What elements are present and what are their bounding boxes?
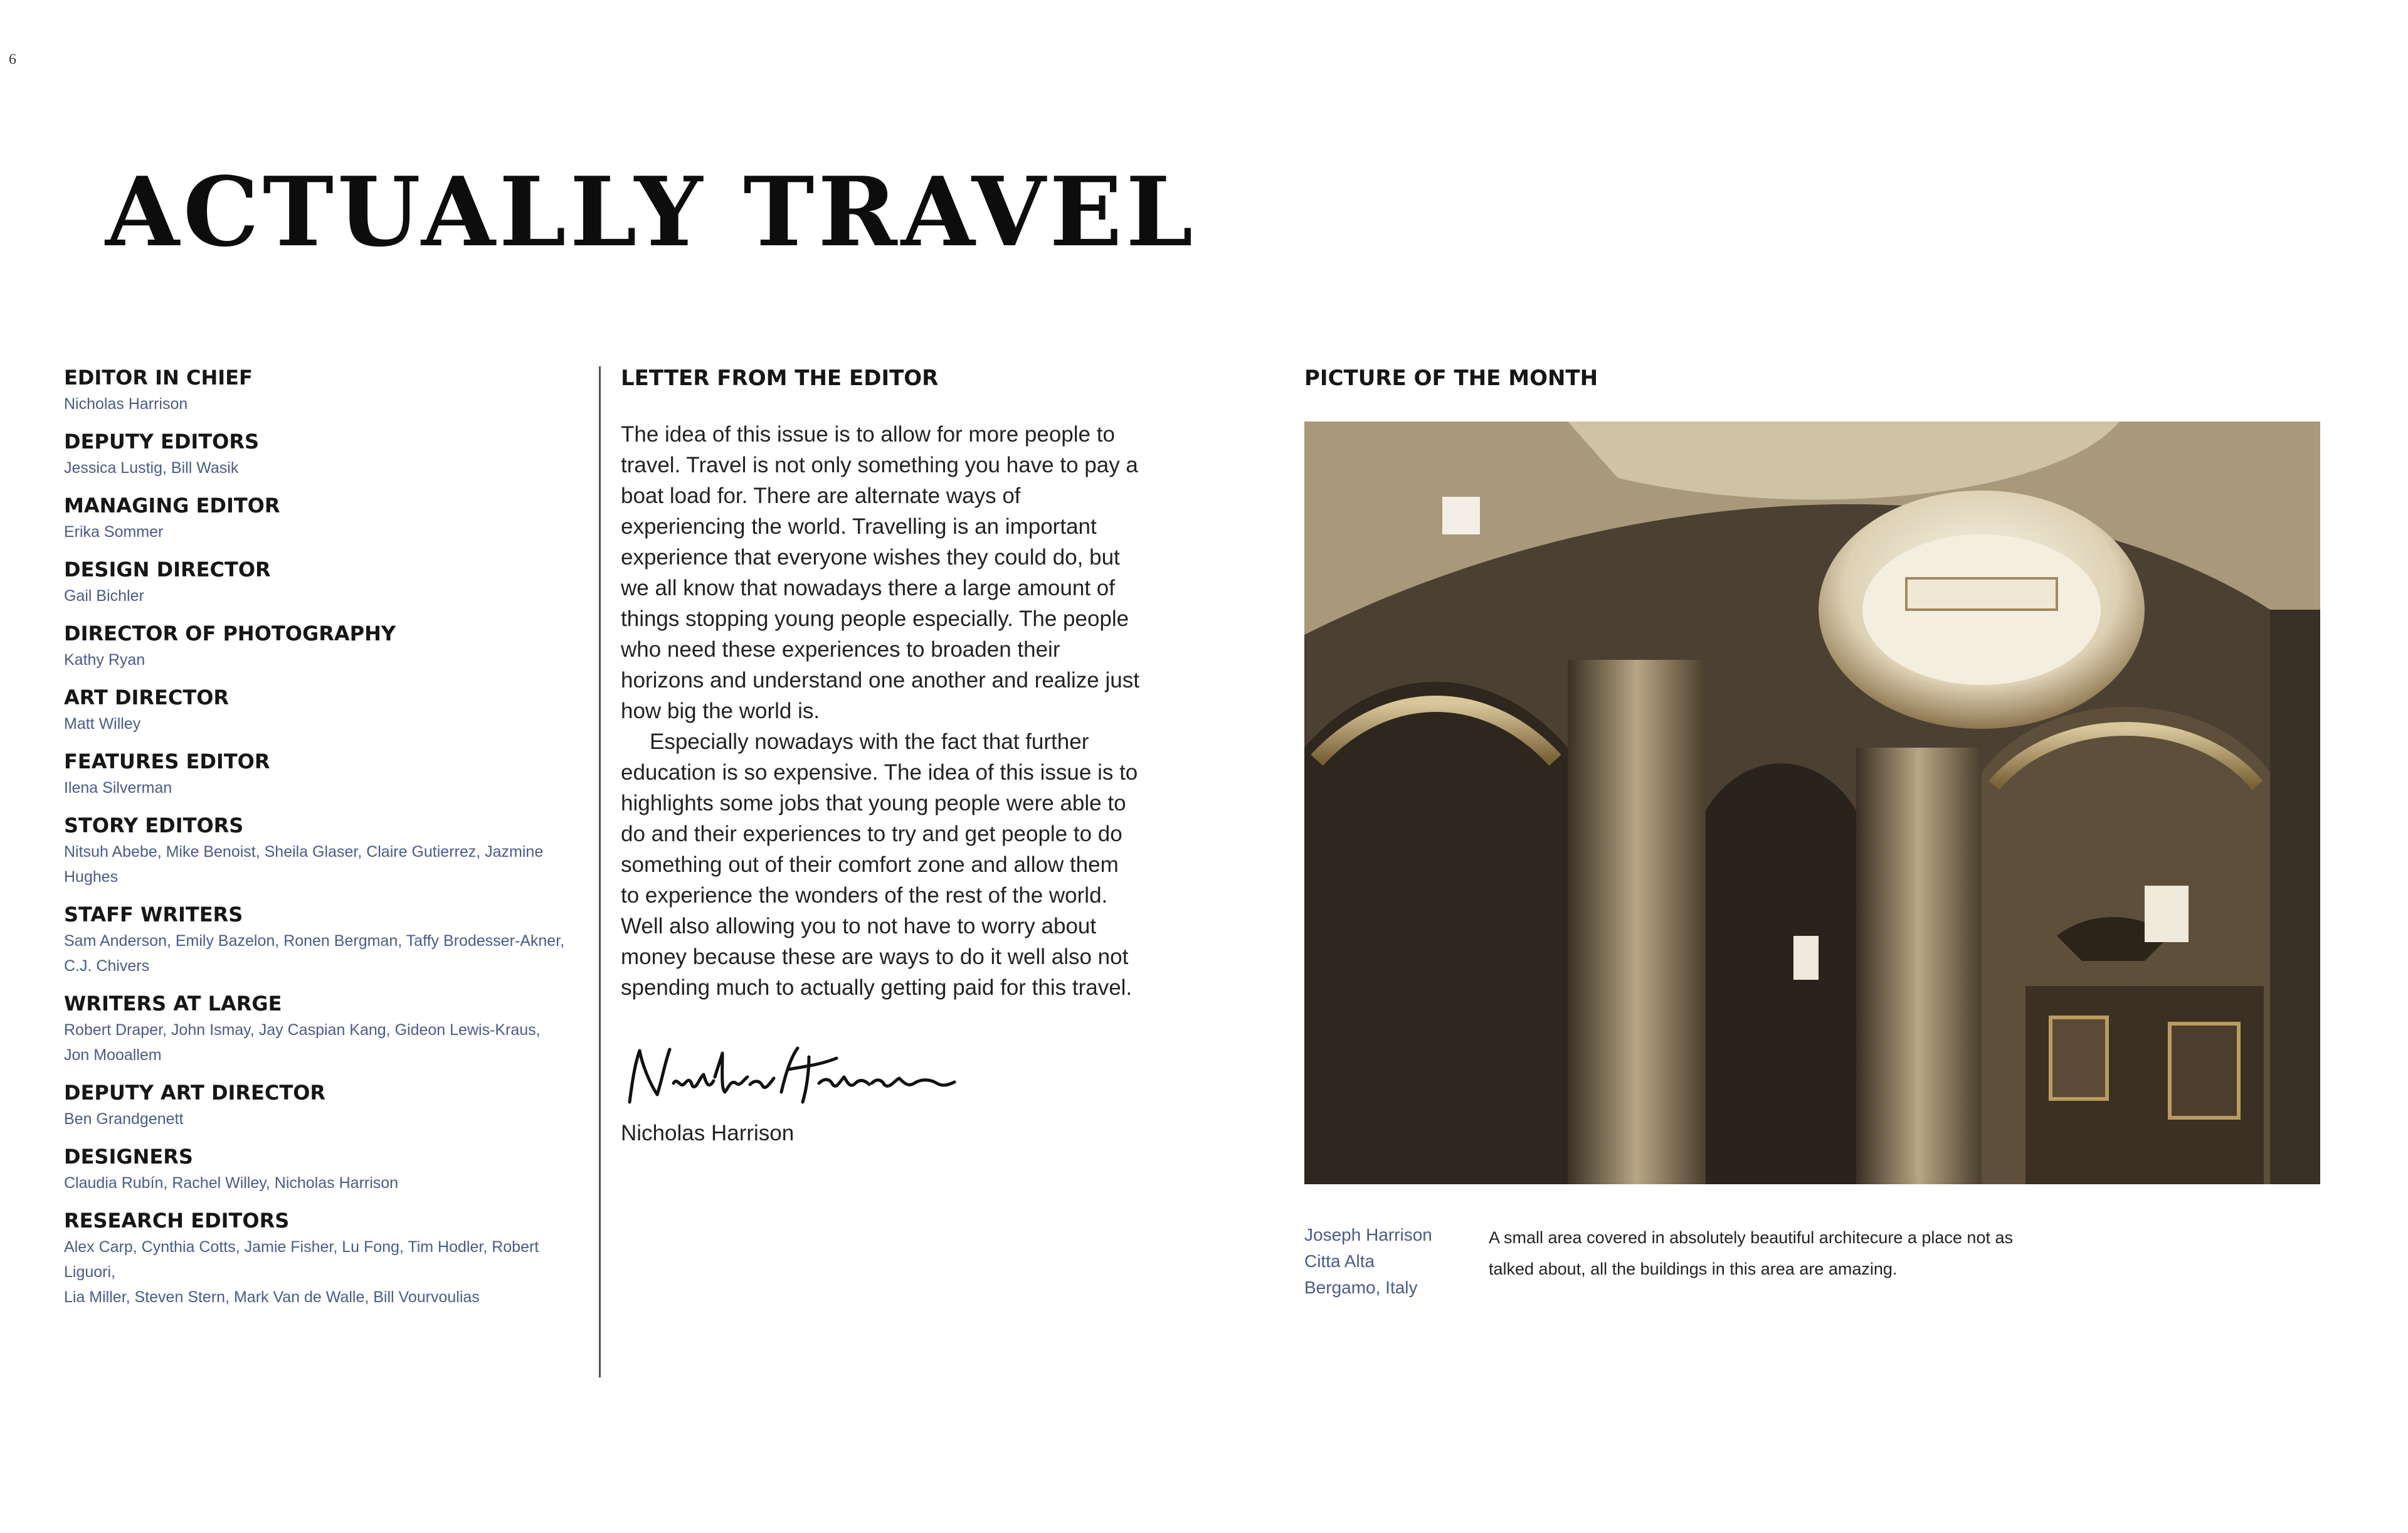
staff-names: Nicholas Harrison: [64, 395, 188, 413]
staff-role: STAFF WRITERS: [64, 903, 243, 926]
staff-role: DESIGN DIRECTOR: [64, 558, 271, 581]
staff-section: [64, 990, 584, 1068]
signature-icon: [621, 1039, 959, 1115]
staff-names: Lia Miller, Steven Stern, Mark Van de Walle, Bill Vourvoulias: [64, 1288, 480, 1306]
staff-names: Gail Bichler: [64, 587, 144, 605]
staff-role: RESEARCH EDITORS: [64, 1209, 290, 1233]
staff-section: [64, 684, 584, 736]
letter-paragraph: Especially nowadays with the fact that further education is so expensive. The idea of this issue is to highlights some jobs that young people were able to do and their experiences to try and get people to do something out of their comfort zone and allow them to experience the wonders of the rest of the world. Well also allowing you to not have to worry about money because these are ways to do it well also not spending much to actually getting paid for this travel.: [621, 729, 1138, 1000]
staff-section: [64, 492, 584, 544]
staff-column: [64, 364, 584, 1321]
staff-names: Sam Anderson, Emily Bazelon, Ronen Bergman, Taffy Brodesser-Akner,: [64, 932, 565, 950]
signatory-name: Nicholas Harrison: [621, 1121, 795, 1145]
staff-role: ART DIRECTOR: [64, 686, 230, 709]
staff-role: MANAGING EDITOR: [64, 494, 280, 517]
photo-caption: A small area covered in absolutely beautiful architecure a place not as talked about, all the buildings in this area are amazing.: [1489, 1228, 2013, 1278]
photo-city: Bergamo, Italy: [1304, 1278, 1418, 1297]
photo-location: Citta Alta: [1304, 1251, 1375, 1271]
staff-role: DEPUTY EDITORS: [64, 430, 260, 454]
staff-role: DIRECTOR OF PHOTOGRAPHY: [64, 622, 396, 645]
picture-of-the-month: [1304, 363, 2333, 1297]
staff-section: [64, 364, 584, 416]
staff-names: Matt Willey: [64, 715, 141, 733]
staff-section: [64, 748, 584, 800]
staff-names: Claudia Rubín, Rachel Willey, Nicholas Harrison: [64, 1174, 399, 1192]
staff-role: EDITOR IN CHIEF: [64, 366, 253, 390]
staff-section: [64, 901, 584, 979]
staff-names: Jon Mooallem: [64, 1046, 162, 1064]
staff-names: Ilena Silverman: [64, 779, 172, 797]
letter-body: [621, 419, 1141, 1003]
staff-names: Erika Sommer: [64, 523, 164, 541]
letter-paragraph: The idea of this issue is to allow for more people to travel. Travel is not only something you have to pay a boat load for. There are alternate ways of experiencing the world. Travelling is an important experience that everyone wishes they could do, but we all know that nowadays there a large amount of things stopping young people especially. The people who need these experiences to broaden their horizons and understand one another and realize just how big the world is.: [621, 422, 1139, 723]
staff-names: Ben Grandgenett: [64, 1110, 184, 1128]
photographer-name: Joseph Harrison: [1304, 1225, 1432, 1244]
letter-from-editor: [621, 363, 1141, 1148]
masthead-title: ACTUALLY TRAVEL: [105, 156, 1197, 268]
page-number: 6: [9, 51, 16, 68]
picture-heading: PICTURE OF THE MONTH: [1304, 366, 1598, 391]
staff-names: Nitsuh Abebe, Mike Benoist, Sheila Glaser, Claire Gutierrez, Jazmine Hughes: [64, 843, 544, 886]
staff-names: Kathy Ryan: [64, 651, 145, 669]
staff-names: Jessica Lustig, Bill Wasik: [64, 459, 239, 477]
church-interior-photo: [1304, 422, 2320, 1184]
staff-role: DEPUTY ART DIRECTOR: [64, 1081, 326, 1105]
staff-role: WRITERS AT LARGE: [64, 992, 282, 1016]
staff-section: [64, 620, 584, 672]
staff-section: [64, 556, 584, 608]
staff-section: [64, 1079, 584, 1132]
photo-credit: [1304, 1222, 1480, 1301]
column-divider: [599, 366, 601, 1377]
staff-names: C.J. Chivers: [64, 957, 150, 975]
staff-role: STORY EDITORS: [64, 814, 244, 837]
staff-role: DESIGNERS: [64, 1145, 193, 1169]
staff-section: [64, 812, 584, 889]
staff-section: [64, 1207, 584, 1310]
letter-heading: LETTER FROM THE EDITOR: [621, 366, 939, 391]
staff-section: [64, 1143, 584, 1196]
staff-section: [64, 428, 584, 480]
staff-names: Robert Draper, John Ismay, Jay Caspian Kang, Gideon Lewis-Kraus,: [64, 1021, 541, 1039]
staff-role: FEATURES EDITOR: [64, 750, 270, 773]
staff-names: Alex Carp, Cynthia Cotts, Jamie Fisher, Lu Fong, Tim Hodler, Robert Liguori,: [64, 1238, 539, 1281]
